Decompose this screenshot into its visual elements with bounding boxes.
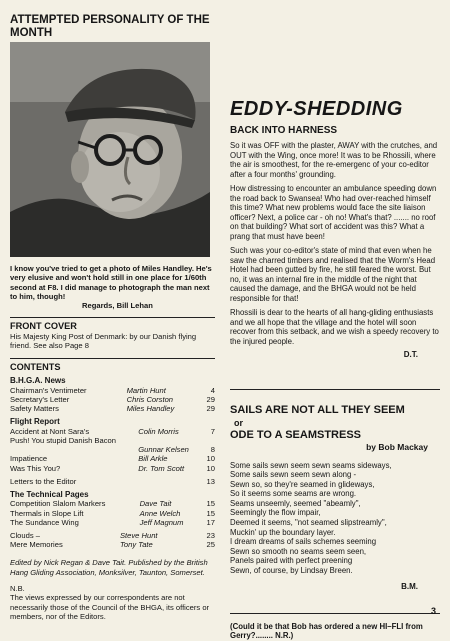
contents-author (136, 436, 199, 445)
contents-author: Jeff Magnum (139, 517, 184, 527)
contents-title: Push! You stupid Danish Bacon (10, 435, 116, 445)
contents-row (10, 395, 215, 404)
contents-row (10, 427, 215, 436)
poem-line: Muckin' up the boundary layer. (230, 527, 336, 537)
contents-row (10, 518, 215, 527)
divider (10, 358, 215, 359)
contents-page: 15 (206, 499, 215, 509)
contents-title: Letters to the Editor (10, 476, 77, 486)
contents-title: Clouds – (10, 531, 40, 541)
contents-page: 4 (210, 385, 215, 395)
contents-table (10, 427, 215, 473)
contents-author: Bill Arkle (138, 454, 168, 464)
poem-line: Some sails sewn seem sewn along - (230, 470, 357, 480)
contents-title: Chairman's Ventimeter (10, 385, 87, 395)
contents-title (10, 445, 136, 454)
poem-line: So it seems some seams are wrong. (230, 489, 357, 499)
poem-line: Sewn, of course, by Lindsay Breen. (230, 566, 353, 576)
contents-page: 29 (206, 394, 215, 404)
poem-line: I dream dreams of sails schemes seeming (230, 537, 377, 547)
photo-caption: I know you've tried to get a photo of Miles Handley. He's very elusive and won't hold still in one place for 1/60th second at F8. I did manage to photograph the man next to him, though! (10, 264, 212, 301)
contents-author: Steve Hunt (119, 531, 158, 541)
contents-table (10, 386, 215, 414)
contents-page: 23 (206, 531, 215, 541)
contents-row (10, 404, 215, 413)
contents-list (10, 376, 215, 549)
contents-row (10, 386, 215, 395)
divider (230, 613, 440, 614)
contents-author: Dr. Tom Scott (138, 463, 185, 473)
contents-title: The Sundance Wing (10, 517, 79, 527)
contents-author: Anne Welch (139, 508, 181, 518)
contents-row (10, 531, 215, 540)
contents-page: 29 (206, 403, 215, 413)
contents-page: 10 (206, 454, 215, 464)
contents-table (10, 477, 215, 486)
left-column (10, 14, 215, 621)
contents-author: Miles Handley (126, 403, 175, 413)
right-column (230, 98, 440, 641)
contents-page: 7 (210, 426, 215, 436)
poem-footnote: (Could it be that Bob has ordered a new HI–FLI from Gerry?........ N.R.) (230, 621, 423, 641)
contents-group-heading: B.H.G.A. News (10, 376, 66, 386)
poem-byline: by Bob Mackay (366, 441, 428, 452)
page-number: 3 (430, 606, 436, 616)
edited-by: Edited by Nick Regan & Dave Tait. Published by the British Hang Gliding Association, Monksilver, Taunton, Somerset. (10, 558, 208, 577)
article-paragraph: Such was your co-editor's state of mind that even when he saw the charred timbers and realised that the Worm's Head Hotel had been gutted by fire, he still feared the worst. But no, it was an internal fire in the middle of the night that caused the damage, and the BHGA would not be held responsible for that! (230, 246, 436, 303)
article-signoff: D.T. (403, 350, 418, 359)
poem-title-line2: ODE TO A SEAMSTRESS (230, 429, 362, 441)
contents-row (10, 509, 215, 518)
contents-title: Thermals in Slope Lift (10, 508, 84, 518)
contents-title: Secretary's Letter (10, 394, 70, 404)
contents-page: 10 (206, 463, 215, 473)
contents-table (10, 499, 215, 527)
contents-group-heading: The Technical Pages (10, 489, 89, 499)
contents-heading: CONTENTS (10, 361, 61, 372)
contents-table (10, 531, 215, 549)
article-title: EDDY-SHEDDING (230, 98, 403, 120)
article-paragraph: So it was OFF with the plaster, AWAY with the crutches, and OUT with the Wing, once more! It was to be Rhossili, where the air is smoothest, for the re-emergenc of your co-editor after a four months' grounding. (230, 141, 438, 179)
contents-title: Accident at Nont Sara's (10, 426, 90, 436)
contents-author: Tony Tate (119, 540, 153, 550)
poem-line: Seams unseemly, seemed "abeamly", (230, 498, 361, 508)
article-subtitle: BACK INTO HARNESS (230, 125, 338, 136)
contents-author: Martin Hunt (126, 385, 166, 395)
poem-line: Some sails sewn seem sewn seams sideways, (230, 460, 392, 470)
poem-line: Panels paired with perfect preening (230, 556, 353, 566)
contents-author: Colin Morris (138, 426, 179, 436)
contents-row (10, 540, 215, 549)
poem-line: Sewn so smooth no seams seem seen, (230, 546, 367, 556)
contents-author: Chris Corston (126, 394, 174, 404)
poem-title-or: or (234, 417, 243, 428)
contents-page: 8 (210, 445, 215, 455)
article-paragraph: How distressing to encounter an ambulance speeding down the road back to Swansea! Who had over-reached himself this time? What new problems would face the site liaison officer? Next, a police car - oh no! What's that? ....... no roof on that building? What sort of accident was this? What a prang that must have been! (230, 184, 437, 241)
divider (230, 389, 440, 390)
contents-title: Impatience (10, 454, 48, 464)
photo-signoff: Regards, Bill Lehan (82, 301, 153, 311)
contents-row (10, 464, 215, 473)
contents-row (10, 436, 215, 445)
contents-author: Dave Tait (139, 499, 172, 509)
contents-page (199, 436, 215, 445)
photo-title: ATTEMPTED PERSONALITY OF THE MONTH (10, 14, 210, 39)
contents-title: Competition Slalom Markers (10, 499, 106, 509)
contents-author: Gunnar Kelsen (138, 445, 189, 455)
nb-label: N.B. (10, 584, 25, 594)
contents-title: Was This You? (10, 463, 61, 473)
poem-signoff: B.M. (401, 581, 418, 591)
poem-line: Sewn so, so they're seamed in glideways, (230, 479, 375, 489)
contents-page: 25 (206, 540, 215, 550)
poem-title-line1: SAILS ARE NOT ALL THEY SEEM (230, 404, 405, 416)
divider (10, 317, 215, 318)
nb-text: The views expressed by our correspondents are not necessarily those of the Council of the BHGA, its officers or members, nor of the Editors. (10, 593, 210, 621)
contents-title: Safety Matters (10, 403, 59, 413)
contents-page: 17 (206, 517, 215, 527)
contents-page: 13 (206, 476, 215, 486)
contents-group-heading: Flight Report (10, 417, 60, 427)
contents-row (10, 477, 215, 486)
contents-title: Mere Memories (10, 540, 63, 550)
poem-line: Seemingly the flow impair, (230, 508, 321, 518)
poem-body (230, 461, 440, 576)
front-cover-heading: FRONT COVER (10, 321, 77, 332)
article-paragraph: Rhossili is dear to the hearts of all hang-gliding enthusiasts and we all hope that the village and the hotel will soon recover from this setback, and we wish a speedy recovery to the injured people. (230, 308, 439, 346)
contents-row (10, 454, 215, 463)
contents-page: 15 (206, 508, 215, 518)
poem-line: Deemed it seems, "not seamed slipstreamly", (230, 518, 387, 528)
portrait-illustration (10, 42, 210, 257)
contents-row (10, 445, 215, 454)
portrait-photo (10, 42, 210, 257)
front-cover-text: His Majesty King Post of Denmark: by our Danish flying friend. See also Page 8 (10, 331, 197, 351)
contents-row (10, 499, 215, 508)
